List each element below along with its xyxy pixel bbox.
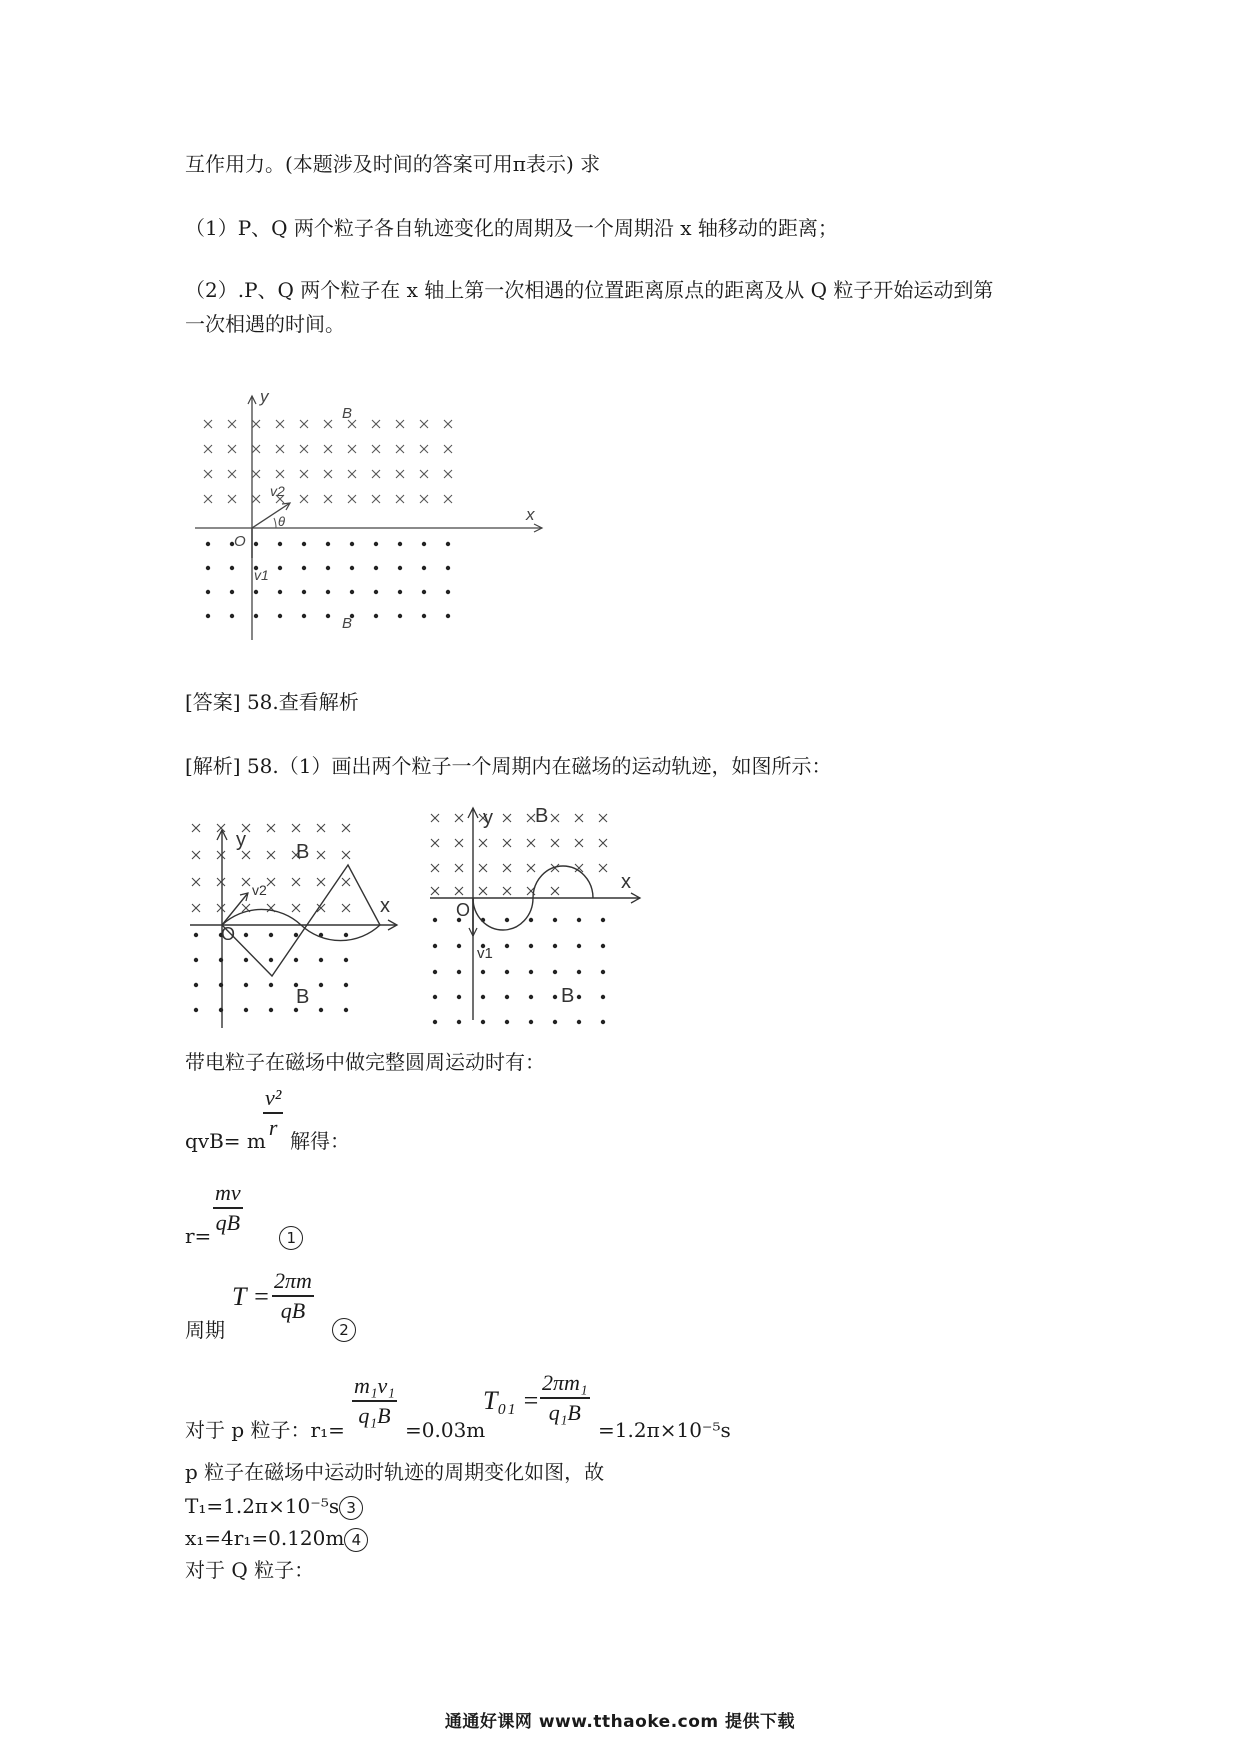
period-label: 周期 (185, 1318, 225, 1342)
field-dot-mark (481, 970, 485, 974)
frac-num: 2πm (274, 1268, 312, 1293)
fig3-origin-label: O (456, 900, 471, 920)
field-dot-mark (529, 1020, 533, 1024)
field-dot-mark (194, 958, 198, 962)
fig3-y-label: y (483, 807, 493, 829)
field-dot-mark (577, 995, 581, 999)
frac-bar (272, 1295, 314, 1297)
field-dot-mark (194, 933, 198, 937)
solution-step-1: 带电粒子在磁场中做完整圆周运动时有： (185, 1050, 545, 1074)
field-dot-mark (278, 542, 282, 546)
field-dot-mark (553, 1020, 557, 1024)
fraction-v2-over-r (263, 1085, 283, 1141)
x1-result (185, 1524, 368, 1552)
field-dot-mark (457, 970, 461, 974)
field-dot-mark (422, 566, 426, 570)
field-dot-mark (398, 542, 402, 546)
field-dot-mark (374, 614, 378, 618)
p-particle-trajectory-figure (190, 800, 410, 1030)
t1-result (185, 1492, 363, 1520)
frac-num: v² (265, 1085, 282, 1110)
field-dot-mark (302, 614, 306, 618)
field-dot-mark (244, 983, 248, 987)
frac-num: mv (215, 1180, 241, 1205)
fraction-m1v1-over-q1b (352, 1373, 397, 1429)
fig2-b-label-top: B (296, 841, 310, 863)
p-period-value: =1.2π×10⁻⁵s (598, 1418, 731, 1442)
field-dot-mark (398, 566, 402, 570)
field-dot-mark (433, 944, 437, 948)
field-dot-mark (326, 566, 330, 570)
field-dot-mark (278, 614, 282, 618)
field-dot-mark (344, 958, 348, 962)
page-footer: 通通好课网 www.tthaoke.com 提供下载 (444, 1712, 796, 1732)
field-dot-mark (344, 933, 348, 937)
field-dot-mark (269, 933, 273, 937)
p-particle-label: 对于 p 粒子：r₁= (185, 1418, 345, 1442)
problem-question-1: （1）P、Q 两个粒子各自轨迹变化的周期及一个周期沿 x 轴移动的距离； (185, 216, 838, 240)
field-dot-mark (374, 566, 378, 570)
field-dot-mark (457, 1020, 461, 1024)
fig2-x-label: x (380, 895, 390, 917)
frac-bar (263, 1112, 283, 1114)
field-dot-mark (244, 933, 248, 937)
field-dot-mark (269, 983, 273, 987)
field-dot-mark (294, 933, 298, 937)
field-dot-mark (326, 590, 330, 594)
field-dot-mark (505, 970, 509, 974)
field-dot-mark (319, 983, 323, 987)
fig2-origin-label: O (221, 924, 236, 944)
field-dot-mark (601, 995, 605, 999)
field-dot-mark (553, 970, 557, 974)
field-dot-mark (206, 590, 210, 594)
solution-step-2: p 粒子在磁场中运动时轨迹的周期变化如图，故 (185, 1460, 605, 1484)
field-dot-mark (230, 614, 234, 618)
field-dot-mark (601, 918, 605, 922)
field-dot-mark (219, 983, 223, 987)
field-dot-mark (278, 590, 282, 594)
frac-den: qB (215, 1209, 241, 1235)
field-dot-mark (481, 1020, 485, 1024)
field-dot-mark (350, 542, 354, 546)
fig3-x-label: x (621, 871, 631, 893)
period-t-lhs: T = (232, 1282, 271, 1311)
frac-den: q₁B (548, 1399, 581, 1425)
problem-figure (190, 388, 550, 648)
answer-line: [答案] 58.查看解析 (185, 690, 359, 714)
field-dot-mark (350, 566, 354, 570)
field-dot-mark (433, 970, 437, 974)
fig1-b-label-bottom: B (342, 615, 353, 632)
frac-num: 2πm₁ (542, 1370, 588, 1395)
p-radius-value: =0.03m (405, 1418, 486, 1442)
field-dot-mark (230, 590, 234, 594)
field-dot-mark (577, 1020, 581, 1024)
field-dot-mark (206, 614, 210, 618)
field-dot-mark (374, 542, 378, 546)
x1-text: x₁=4r₁=0.120m (185, 1526, 345, 1550)
field-dot-mark (269, 1008, 273, 1012)
field-dot-mark (254, 590, 258, 594)
problem-question-2-cont: 一次相遇的时间。 (185, 312, 345, 336)
field-dot-mark (601, 1020, 605, 1024)
field-dot-mark (529, 918, 533, 922)
fraction-2pim1-over-q1b (540, 1370, 590, 1426)
fig1-v2-label: v2 (270, 483, 285, 499)
fig2-v2-label: v2 (252, 882, 267, 898)
field-dot-mark (433, 918, 437, 922)
fig1-theta-label: θ (278, 514, 286, 529)
r-label: r= (185, 1224, 212, 1248)
field-dot-mark (254, 542, 258, 546)
field-dot-mark (422, 614, 426, 618)
field-dot-mark (294, 1008, 298, 1012)
field-dot-mark (374, 590, 378, 594)
field-dot-mark (446, 614, 450, 618)
t1-text: T₁=1.2π×10⁻⁵s (185, 1494, 340, 1518)
field-dot-mark (326, 542, 330, 546)
frac-bar (213, 1207, 243, 1209)
field-dot-mark (244, 958, 248, 962)
equation-number-3: 3 (339, 1496, 363, 1520)
field-dot-mark (350, 590, 354, 594)
frac-num: m₁v₁ (354, 1373, 395, 1398)
field-dot-mark (601, 944, 605, 948)
equation-r (185, 1222, 303, 1250)
field-dot-mark (278, 566, 282, 570)
field-dot-mark (577, 970, 581, 974)
field-dot-mark (433, 1020, 437, 1024)
field-dot-mark (529, 944, 533, 948)
field-dot-mark (457, 944, 461, 948)
q-particle-trajectory-figure (425, 790, 655, 1030)
field-dot-mark (457, 995, 461, 999)
frac-bar (352, 1400, 397, 1402)
field-dot-mark (244, 1008, 248, 1012)
field-dot-mark (553, 918, 557, 922)
frac-bar (540, 1397, 590, 1399)
field-dot-mark (302, 542, 306, 546)
equation-qvb: qvB= m (185, 1129, 266, 1153)
fig1-v1-label: v1 (254, 567, 269, 583)
field-dot-mark (446, 590, 450, 594)
field-dot-mark (302, 590, 306, 594)
field-dot-mark (219, 1008, 223, 1012)
field-dot-mark (601, 970, 605, 974)
field-dot-mark (529, 995, 533, 999)
field-dot-mark (326, 614, 330, 618)
field-dot-mark (422, 542, 426, 546)
q-particle-label: 对于 Q 粒子： (185, 1558, 315, 1582)
field-dot-mark (302, 566, 306, 570)
field-dot-mark (422, 590, 426, 594)
field-dot-mark (319, 958, 323, 962)
fig3-b-label-bottom: B (561, 985, 575, 1007)
field-dot-mark (505, 918, 509, 922)
field-dot-mark (344, 1008, 348, 1012)
field-dot-mark (206, 566, 210, 570)
field-dot-mark (398, 590, 402, 594)
field-dot-mark (319, 1008, 323, 1012)
fig1-x-label: x (526, 505, 535, 524)
field-dot-mark (294, 958, 298, 962)
field-dot-mark (269, 958, 273, 962)
equation-number-1: 1 (279, 1226, 303, 1250)
problem-question-2: （2）.P、Q 两个粒子在 x 轴上第一次相遇的位置距离原点的距离及从 Q 粒子开始运动到第 (185, 278, 994, 302)
problem-text-line-1: 互作用力。(本题涉及时间的答案可用π表示) 求 (185, 152, 601, 176)
field-dot-mark (194, 1008, 198, 1012)
field-dot-mark (433, 995, 437, 999)
frac-den: r (268, 1114, 278, 1140)
field-dot-mark (481, 995, 485, 999)
equation-number-4: 4 (344, 1528, 368, 1552)
frac-den: qB (280, 1297, 306, 1323)
field-dot-mark (446, 542, 450, 546)
solve-label: 解得： (290, 1129, 350, 1153)
field-dot-mark (194, 983, 198, 987)
fig1-b-label-top: B (342, 405, 353, 422)
field-dot-mark (505, 1020, 509, 1024)
field-dot-mark (219, 958, 223, 962)
fig2-b-label-bottom: B (296, 986, 310, 1008)
frac-den: q₁B (358, 1402, 391, 1428)
field-dot-mark (505, 995, 509, 999)
analysis-line: [解析] 58.（1）画出两个粒子一个周期内在磁场的运动轨迹，如图所示： (185, 754, 832, 778)
fraction-2pim-over-qb (272, 1268, 314, 1324)
fig3-v1-label: v1 (477, 945, 493, 962)
fig1-origin-label: O (234, 533, 246, 550)
fig1-y-label: y (260, 387, 269, 406)
field-dot-mark (529, 970, 533, 974)
equation-number-2: 2 (332, 1318, 356, 1342)
fig3-b-label-top: B (535, 805, 549, 827)
field-dot-mark (553, 995, 557, 999)
field-dot-mark (230, 566, 234, 570)
field-dot-mark (577, 918, 581, 922)
field-dot-mark (206, 542, 210, 546)
t01-lhs: T₀₁ = (483, 1386, 540, 1415)
field-dot-mark (446, 566, 450, 570)
field-dot-mark (254, 614, 258, 618)
field-dot-mark (553, 944, 557, 948)
field-dot-mark (505, 944, 509, 948)
field-dot-mark (344, 983, 348, 987)
fig2-y-label: y (236, 829, 246, 851)
field-dot-mark (577, 944, 581, 948)
field-dot-mark (398, 614, 402, 618)
